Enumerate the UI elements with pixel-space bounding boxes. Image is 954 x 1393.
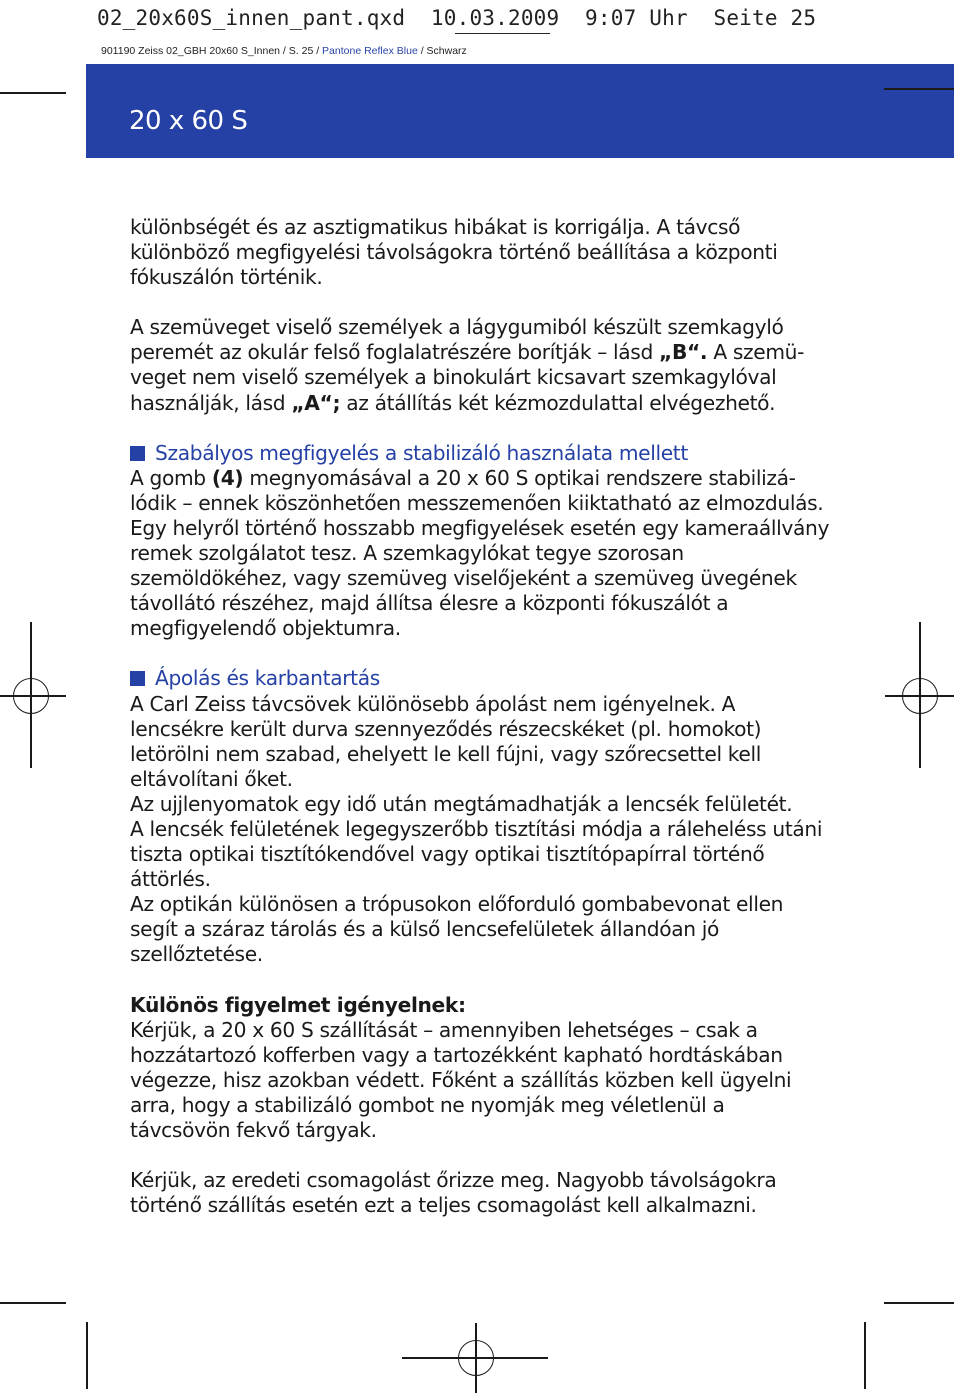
job-info-line [101,45,467,57]
crop-mark [884,1302,954,1304]
text-run: A szemüveget nem viselő személyek a binokulárt kicsavart szemkagylóval használják, lásd [130,340,805,415]
crop-mark [402,1357,548,1359]
crop-mark [86,1322,88,1389]
crop-mark [0,1302,66,1304]
paragraph-care-4: Az optikán különösen a trópusokon előforduló gombabevonat ellen segít a száraz tárolás és a külső lencsefelületek állandóan jó szellőztetése. [130,892,784,967]
text-bold-run: „B“. [659,340,708,365]
crop-mark [864,1322,866,1389]
paragraph-care-3: A lencsék felületének legegyszerőbb tisztítási módja a ráleheléss utáni tiszta optikai tisztítókendővel vagy optikai tisztítópapírral történő áttörlés. [130,816,823,892]
square-bullet-icon [130,446,145,461]
slug-date: 10.03.2009 [430,6,560,30]
text-run: A szemüveget viselő személyek a lágygumiból készült szemkagyló peremét az okulár felső foglalatrészére borítják – lásd [130,315,784,365]
crop-mark [0,92,66,94]
text-bold-run: (4) [211,465,244,490]
crop-mark [884,88,954,90]
paragraph-intro: különbségét és az asztigmatikus hibákat is korrigálja. A távcső különböző megfigyelési távolságokra történő beállítása a központi fókuszálón történik. [130,215,778,290]
slug-filename: 02_20x60S_innen_pant.qxd [97,6,406,30]
job-pantone: Pantone Reflex Blue [322,45,418,57]
slug-page: Seite 25 [713,6,817,30]
job-suffix: / Schwarz [420,45,467,57]
paragraph-care-2: Az ujjlenyomatok egy idő után megtámadhatják a lencsék felületét. [130,791,793,816]
text-run: megnyomásával a 20 x 60 S optikai rendszere stabilizálódik – ennek köszönhetően messzemenően kiiktatható az elmozdulás. Egy helyről történő hosszabb megfigyelések esetén egy kameraállvány remek szolgálatot tesz. A szemkagylókat tegye szorosan szemöldökéhez, vagy szemüveg viselőjeként a szemüveg üvegének távollátó részéhez, majd állítsa élesre a központi fókuszálót a megfigyelendő objektumra. [130,465,830,641]
main-content [130,215,830,1218]
section-heading-stabilizer [130,441,830,466]
paragraph-packaging: Kérjük, az eredeti csomagolást őrizze meg. Nagyobb távolságokra történő szállítás esetén ezt a teljes csomagolást kell alkalmazni. [130,1168,777,1218]
page-title: 20 x 60 S [129,106,248,136]
attention-heading [130,993,830,1018]
section-title: Ápolás és karbantartás [155,666,380,691]
job-prefix: 901190 Zeiss 02_GBH 20x60 S_Innen / S. 25 / [101,45,320,57]
paragraph-care-1: A Carl Zeiss távcsövek különösebb ápolást nem igényelnek. A lencsékre került durva szennyeződés részecskéket (pl. homokot) letörölni nem szabad, ehelyett le kell fújni, vagy szőrecsettel kell eltávolítani őket. [130,691,762,791]
registration-mark-icon [902,678,938,714]
section-heading-care [130,666,830,691]
square-bullet-icon [130,671,145,686]
print-slug [97,6,816,30]
text-run: A gomb [130,465,206,490]
registration-mark-icon [13,678,49,714]
slug-underline [455,33,550,34]
header-bar [86,64,954,158]
text-bold-run: Különös figyelmet igényelnek: [130,992,466,1017]
text-bold-run: „A“; [291,390,341,415]
section-title: Szabályos megfigyelés a stabilizáló használata mellett [155,440,688,465]
paragraph-stabilizer [130,466,830,642]
paragraph-transport: Kérjük, a 20 x 60 S szállítását – amennyiben lehetséges – csak a hozzátartozó kofferben vagy a tartozékként kapható hordtáskában végezze, hisz azokban védett. Főként a szállítás közben kell ügyelni arra, hogy a stabilizáló gombot ne nyomják meg véletlenül a távcsövön fekvő tárgyak. [130,1017,792,1142]
text-run: az átállítás két kézmozdulattal elvégezhető. [346,390,776,415]
slug-time: 9:07 Uhr [585,6,688,30]
paragraph-eyecups [130,315,830,415]
